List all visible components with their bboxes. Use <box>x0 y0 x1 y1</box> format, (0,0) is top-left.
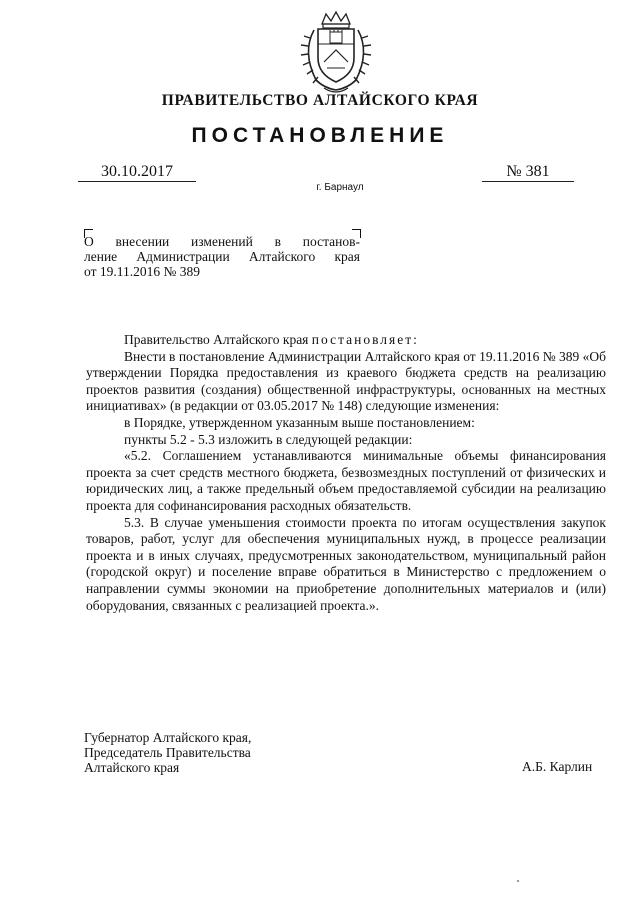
document-city: г. Барнаул <box>316 182 364 193</box>
resolution-intro: Правительство Алтайского края постановляет: <box>124 332 419 347</box>
signatory-name: А.Б. Карлин <box>522 759 593 774</box>
coat-of-arms-icon <box>294 10 378 96</box>
document-number: № 381 <box>482 164 574 182</box>
body-paragraph: пункты 5.2 - 5.3 изложить в следующей редакции: <box>124 431 413 447</box>
scan-dot <box>517 880 519 882</box>
clause-5-3: 5.3. В случае уменьшения стоимости проекта по итогам осуществления закупок товаров, работ, услуг для обеспечения муниципальных нужд, в процессе реализации проекта и в иных случаях, предусмотренных законодательством, муниципальный район (городской округ) и поселение вправе обратиться в Министерство с предложением о направлении суммы экономии на приобретение дополнительных материалов и (или) оборудования, связанных с реализацией проекта.». <box>86 514 606 613</box>
subject-line: О внесении изменений в постанов- <box>84 234 360 249</box>
signatory-title: Губернатор Алтайского края, Председатель Правительства Алтайского края <box>84 730 252 775</box>
document-body <box>86 332 606 614</box>
body-paragraph: в Порядке, утвержденном указанным выше постановлением: <box>124 414 475 430</box>
document-date: 30.10.2017 <box>78 164 196 182</box>
subject-line: ление Администрации Алтайского края <box>84 249 360 264</box>
organization-name: ПРАВИТЕЛЬСТВО АЛТАЙСКОГО КРАЯ <box>161 92 479 109</box>
clause-5-2: «5.2. Соглашением устанавливаются минимальные объемы финансирования проекта за счет средств местного бюджета, безвозмездных поступлений от физических и юридических лиц, а также предельный объем предоставляемой субсидии на реализацию проекта для софинансирования расходных обязательств. <box>86 448 606 513</box>
document-subject <box>84 234 360 279</box>
document-type: ПОСТАНОВЛЕНИЕ <box>191 124 449 147</box>
subject-line: от 19.11.2016 № 389 <box>84 264 200 279</box>
body-paragraph: Внести в постановление Администрации Алтайского края от 19.11.2016 № 389 «Об утверждении Порядка предоставления из краевого бюджета средств на реализацию проектов развития (создания) общественной инфраструктуры, основанных на местных инициативах» (в редакции от 03.05.2017 № 148) следующие изменения: <box>86 348 606 414</box>
